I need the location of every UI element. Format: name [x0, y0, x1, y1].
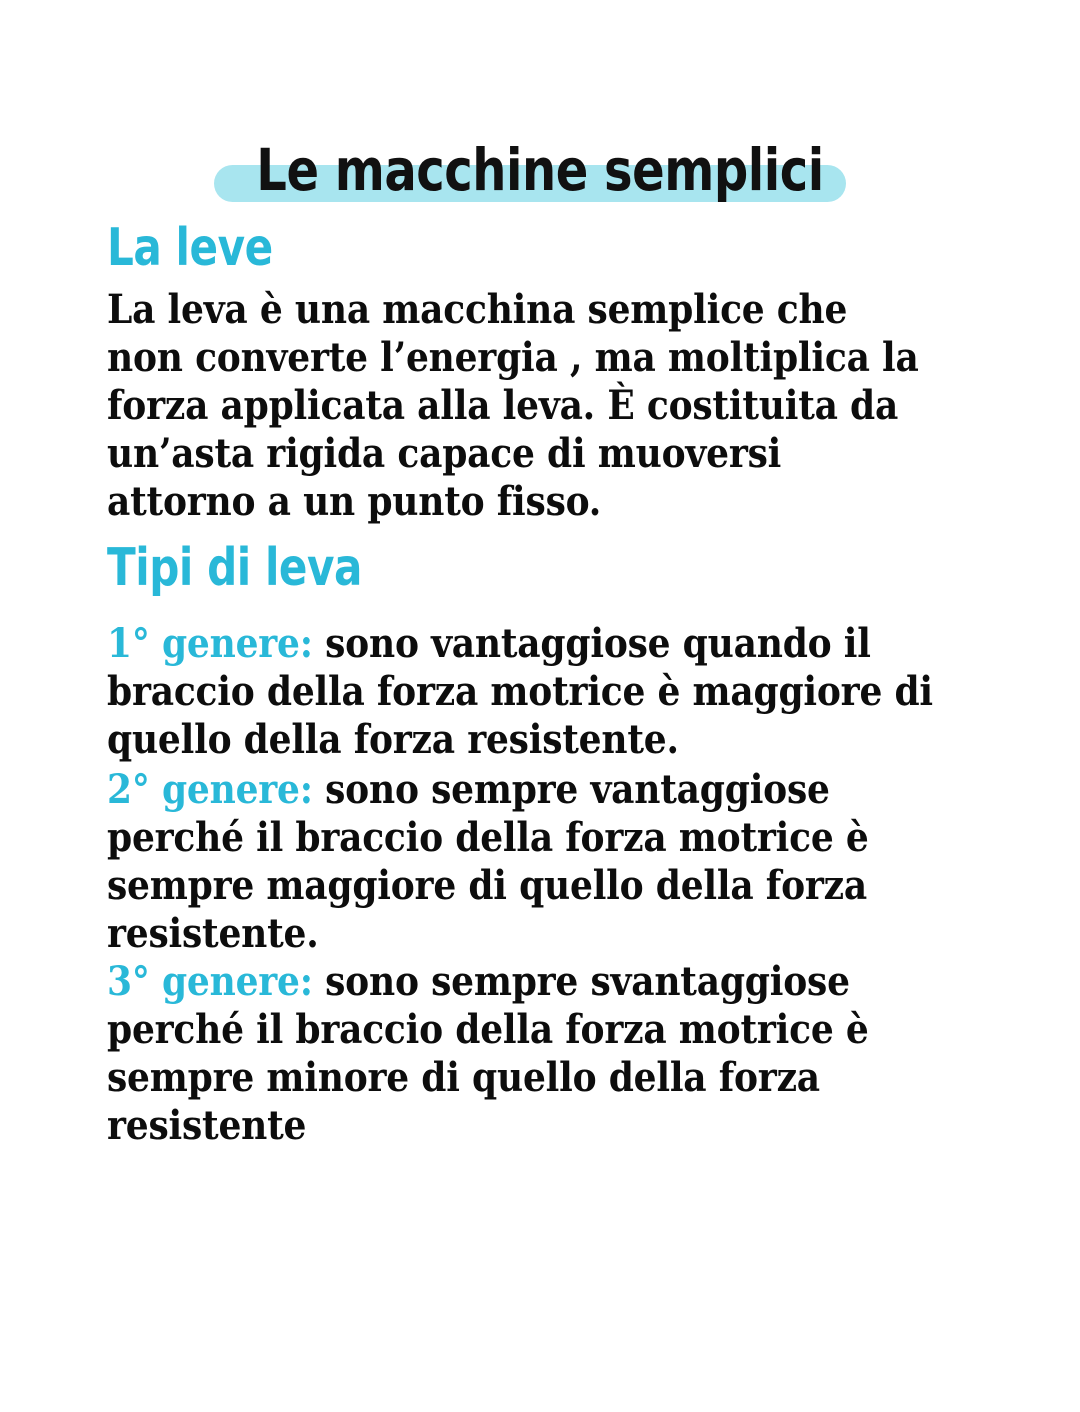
body-line: un’asta rigida capace di muoversi — [107, 430, 782, 477]
page-title: Le macchine semplici — [256, 136, 824, 204]
section-heading-la-leve: La leve — [107, 218, 273, 278]
section-heading-tipi-di-leva: Tipi di leva — [107, 538, 362, 598]
lever-type-text-1-line-1: sono vantaggiose quando il — [325, 620, 871, 667]
body-line: attorno a un punto fisso. — [107, 478, 602, 525]
body-line: perché il braccio della forza motrice è — [107, 814, 869, 861]
document-title-block — [0, 133, 1080, 211]
lever-type-text-3-line-1: sono sempre svantaggiose — [325, 958, 850, 1005]
body-line-with-label — [107, 958, 1007, 1006]
lever-type-second-genere — [107, 766, 1007, 958]
lever-type-third-genere — [107, 958, 1007, 1150]
body-line: sempre minore di quello della forza — [107, 1054, 820, 1101]
body-line: La leva è una macchina semplice che — [107, 286, 848, 333]
body-line: braccio della forza motrice è maggiore di — [107, 668, 933, 715]
lever-type-label-3: 3° genere: — [107, 958, 326, 1005]
paragraph-leva-definition — [107, 286, 1007, 526]
body-line-with-label — [107, 620, 1007, 668]
body-line: perché il braccio della forza motrice è — [107, 1006, 869, 1053]
body-line: non converte l’energia , ma moltiplica la — [107, 334, 919, 381]
lever-type-text-2-line-1: sono sempre vantaggiose — [325, 766, 830, 813]
lever-type-label-2: 2° genere: — [107, 766, 326, 813]
body-line-with-label — [107, 766, 1007, 814]
body-line: resistente. — [107, 910, 319, 957]
body-line: sempre maggiore di quello della forza — [107, 862, 867, 909]
body-line: resistente — [107, 1102, 307, 1149]
lever-type-first-genere — [107, 620, 1007, 764]
body-line: quello della forza resistente. — [107, 716, 679, 763]
body-line: forza applicata alla leva. È costituita da — [107, 382, 899, 429]
lever-type-label-1: 1° genere: — [107, 620, 326, 667]
